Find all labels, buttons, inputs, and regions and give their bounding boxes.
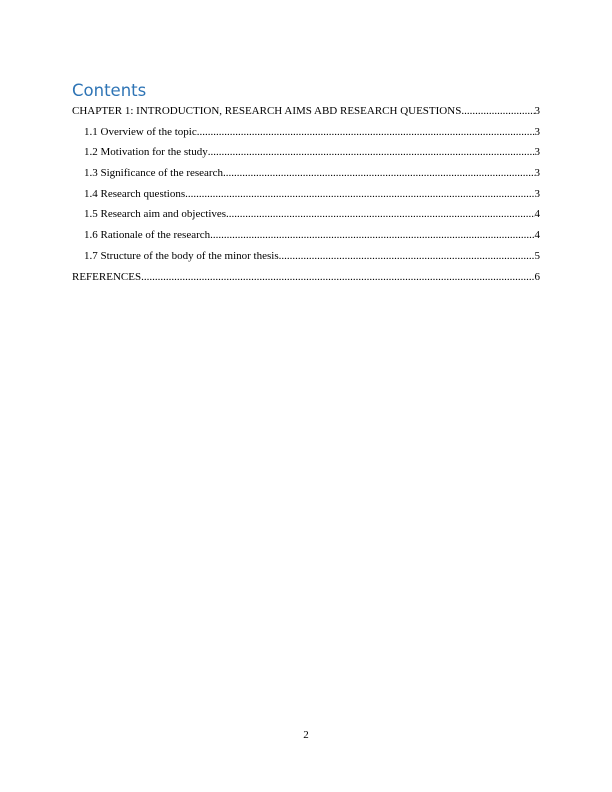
toc-entry-1-2[interactable]: [72, 145, 540, 166]
toc-entry-chapter-1[interactable]: [72, 104, 540, 125]
toc-dot-leader: [461, 104, 534, 118]
toc-dot-leader: [141, 270, 534, 284]
toc-entry-text: 1.5 Research aim and objectives: [84, 208, 227, 221]
toc-entry-1-7[interactable]: [72, 249, 540, 270]
toc-entry-text: 1.6 Rationale of the research: [84, 229, 211, 242]
toc-heading: Contents: [72, 81, 147, 100]
toc-entry-1-3[interactable]: [72, 166, 540, 187]
page-number-footer: 2: [303, 729, 309, 741]
toc-entry-text: 1.1 Overview of the topic: [84, 125, 197, 138]
toc-entry-1-1[interactable]: [72, 125, 540, 146]
toc-entry-text: 1.2 Motivation for the study: [84, 146, 208, 159]
toc-dot-leader: [223, 166, 535, 180]
toc-dot-leader: [208, 145, 535, 159]
toc-dot-leader: [197, 125, 535, 139]
toc-dot-leader: [226, 207, 534, 221]
toc-entry-text: CHAPTER 1: INTRODUCTION, RESEARCH AIMS ABD RESEARCH QUESTIONS: [72, 105, 462, 117]
toc-entry-text: REFERENCES: [72, 270, 142, 283]
toc-entry-text: 1.3 Significance of the research: [84, 167, 223, 180]
toc-entry-text: 1.4 Research questions: [84, 187, 186, 200]
toc-page-number: 3: [534, 167, 540, 180]
toc-dot-leader: [210, 228, 534, 242]
toc-page-number: 3: [534, 105, 540, 117]
table-of-contents: [72, 104, 540, 290]
toc-entry-text: 1.7 Structure of the body of the minor thesis: [84, 249, 279, 262]
toc-entry-1-6[interactable]: [72, 228, 540, 249]
toc-entry-1-4[interactable]: [72, 187, 540, 208]
toc-dot-leader: [279, 249, 535, 263]
toc-page-number: 4: [534, 208, 540, 221]
toc-dot-leader: [185, 187, 534, 201]
toc-page-number: 5: [534, 249, 540, 262]
toc-page-number: 3: [534, 187, 540, 200]
toc-page-number: 3: [534, 125, 540, 138]
toc-page-number: 3: [534, 146, 540, 159]
toc-page-number: 6: [534, 270, 540, 283]
toc-page-number: 4: [534, 229, 540, 242]
toc-entry-references[interactable]: [72, 270, 540, 291]
toc-entry-1-5[interactable]: [72, 207, 540, 228]
